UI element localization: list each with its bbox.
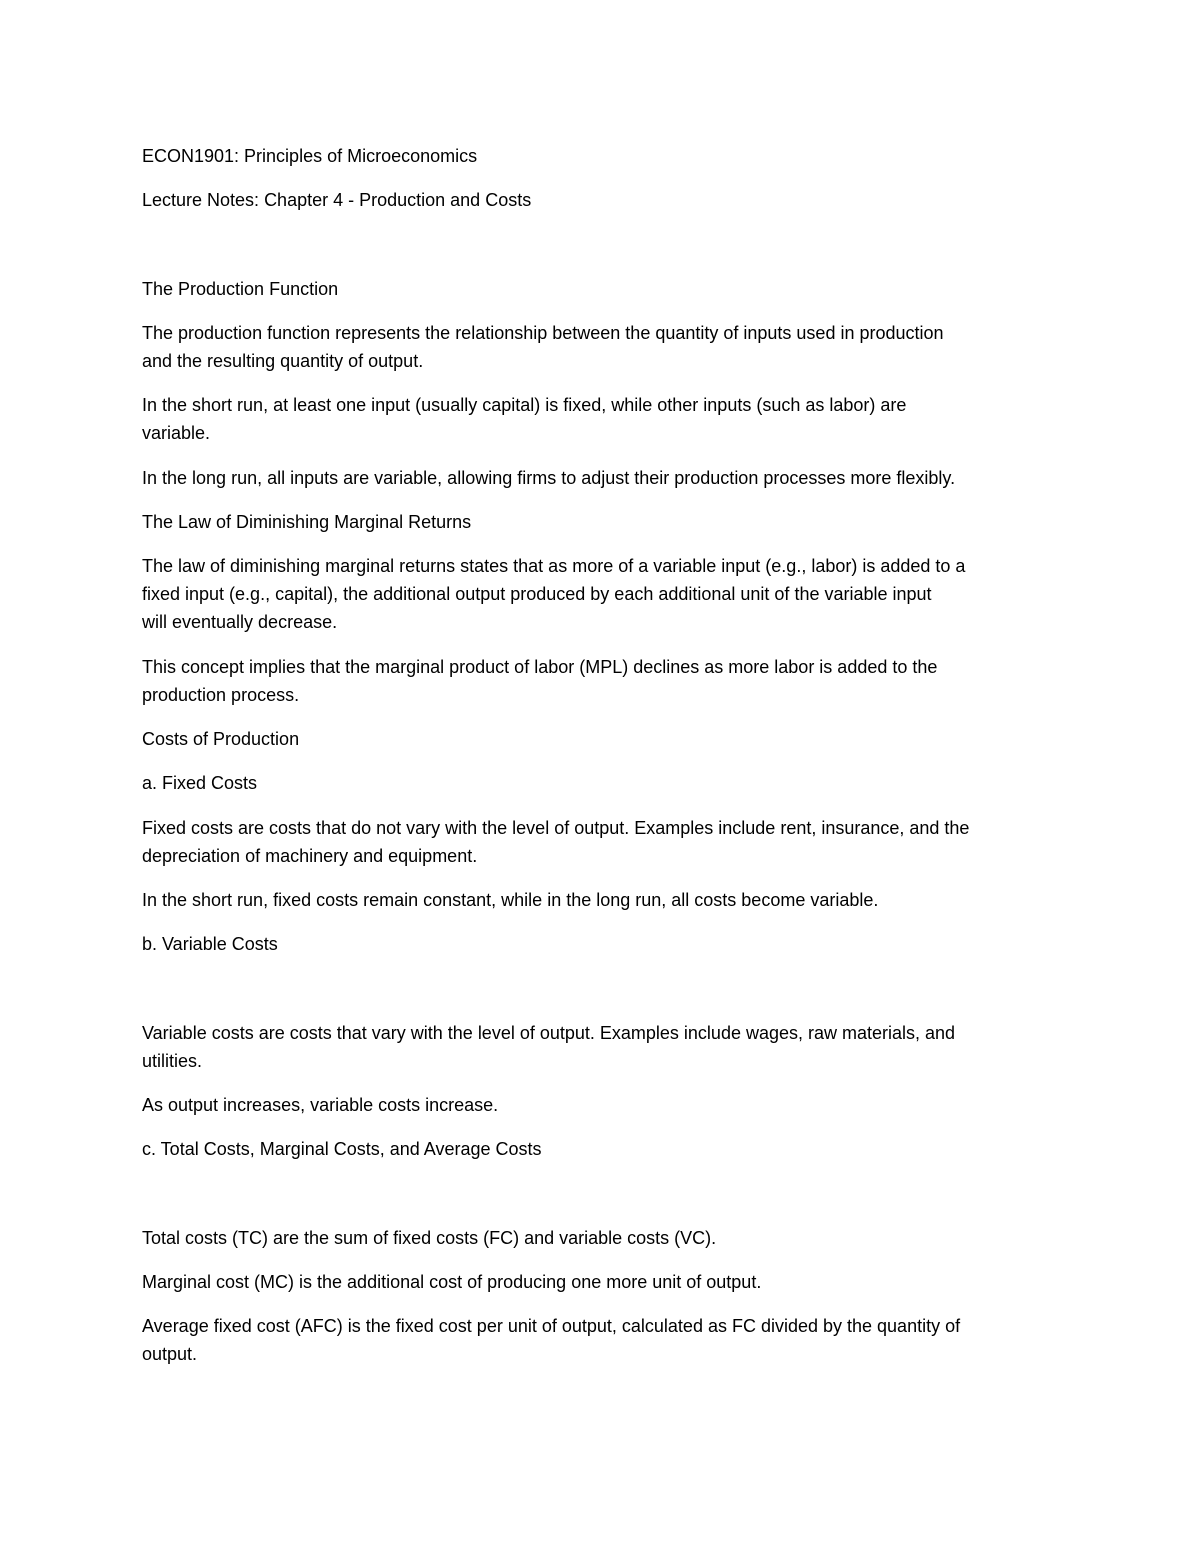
section-heading-diminishing-returns: The Law of Diminishing Marginal Returns: [142, 512, 472, 532]
section-heading-production-function: The Production Function: [142, 279, 339, 299]
course-title: ECON1901: Principles of Microeconomics: [142, 146, 478, 166]
paragraph-line: output.: [142, 1344, 198, 1364]
paragraph-line: variable.: [142, 423, 211, 443]
paragraph-line: depreciation of machinery and equipment.: [142, 846, 478, 866]
paragraph-line: utilities.: [142, 1051, 203, 1071]
paragraph-line: In the long run, all inputs are variable, allowing firms to adjust their production processes more flexibly.: [142, 468, 956, 488]
paragraph-line: Average fixed cost (AFC) is the fixed cost per unit of output, calculated as FC divided by the quantity of: [142, 1316, 961, 1336]
paragraph-line: fixed input (e.g., capital), the additional output produced by each additional unit of the variable input: [142, 584, 932, 604]
paragraph-line: This concept implies that the marginal product of labor (MPL) declines as more labor is added to the: [142, 657, 938, 677]
paragraph-line: will eventually decrease.: [142, 612, 338, 632]
paragraph-line: Marginal cost (MC) is the additional cost of producing one more unit of output.: [142, 1272, 762, 1292]
paragraph-line: Fixed costs are costs that do not vary with the level of output. Examples include rent, insurance, and the: [142, 818, 970, 838]
paragraph-line: The law of diminishing marginal returns states that as more of a variable input (e.g., labor) is added to a: [142, 556, 966, 576]
lecture-title: Lecture Notes: Chapter 4 - Production and Costs: [142, 190, 532, 210]
paragraph-line: In the short run, at least one input (usually capital) is fixed, while other inputs (such as labor) are: [142, 395, 907, 415]
paragraph-line: The production function represents the relationship between the quantity of inputs used in production: [142, 323, 944, 343]
paragraph-line: production process.: [142, 685, 300, 705]
paragraph-line: and the resulting quantity of output.: [142, 351, 424, 371]
paragraph-line: In the short run, fixed costs remain constant, while in the long run, all costs become variable.: [142, 890, 879, 910]
subheading-total-marginal-average-costs: c. Total Costs, Marginal Costs, and Average Costs: [142, 1139, 542, 1159]
paragraph-line: Total costs (TC) are the sum of fixed costs (FC) and variable costs (VC).: [142, 1228, 717, 1248]
subheading-variable-costs: b. Variable Costs: [142, 934, 278, 954]
paragraph-line: Variable costs are costs that vary with the level of output. Examples include wages, raw materials, and: [142, 1023, 956, 1043]
subheading-fixed-costs: a. Fixed Costs: [142, 773, 258, 793]
section-heading-costs-of-production: Costs of Production: [142, 729, 300, 749]
paragraph-line: As output increases, variable costs increase.: [142, 1095, 499, 1115]
